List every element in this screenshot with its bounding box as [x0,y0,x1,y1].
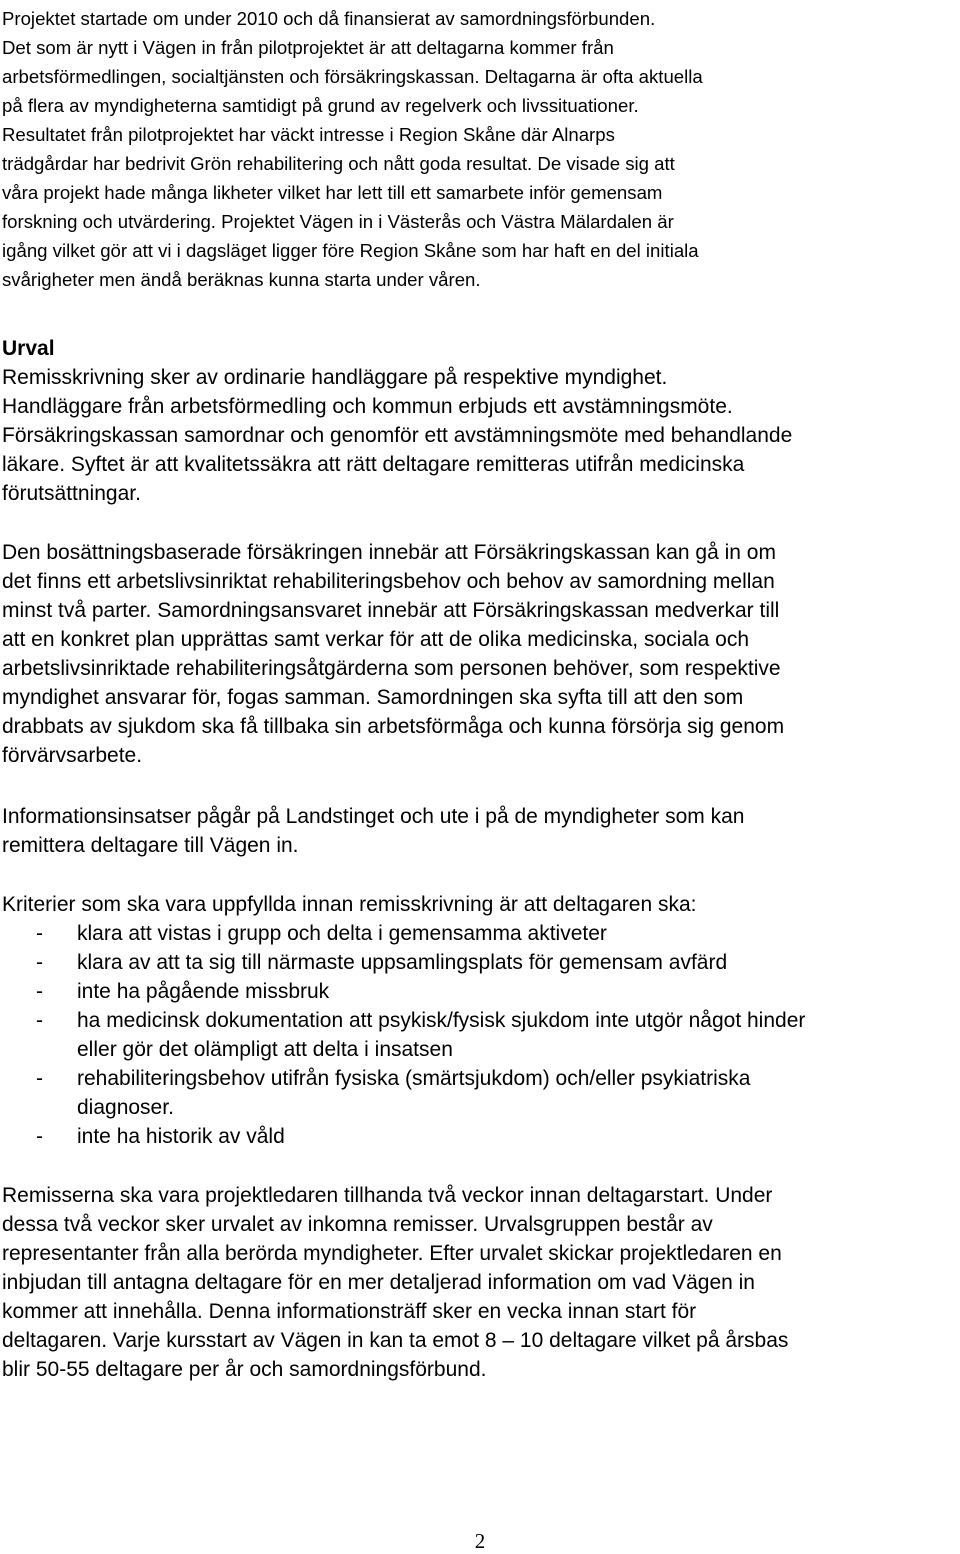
criteria-intro [2,890,958,919]
text-line: trädgårdar har bedrivit Grön rehabilitering och nått goda resultat. De visade sig att [2,153,675,174]
text-line: Remisserna ska vara projektledaren tillhanda två veckor innan deltagarstart. Under [2,1184,773,1207]
text-line: våra projekt hade många likheter vilket har lett till ett samarbete inför gemensam [2,182,663,203]
text-line: igång vilket gör att vi i dagsläget ligger före Region Skåne som har haft en del initiala [2,240,699,261]
criteria-list [2,919,958,1151]
text-line: Kriterier som ska vara uppfyllda innan remisskrivning är att deltagaren ska: [2,893,697,916]
dash-marker: - [36,1125,43,1148]
list-item-text: eller gör det olämpligt att delta i insatsen [77,1038,453,1061]
list-item-text: inte ha pågående missbruk [77,980,330,1003]
dash-marker: - [36,1009,43,1032]
text-line: Handläggare från arbetsförmedling och kommun erbjuds ett avstämningsmöte. [2,395,733,418]
list-item [2,919,958,948]
text-line: svårigheter men ändå beräknas kunna starta under våren. [2,269,481,290]
list-item-text: klara av att ta sig till närmaste uppsamlingsplats för gemensam avfärd [77,951,728,974]
text-line: Resultatet från pilotprojektet har väckt intresse i Region Skåne där Alnarps [2,124,615,145]
text-line: myndighet ansvarar för, fogas samman. Samordningen ska syfta till att den som [2,686,744,709]
text-line: deltagaren. Varje kursstart av Vägen in kan ta emot 8 – 10 deltagare vilket på årsbas [2,1329,789,1352]
urval-section [2,334,958,508]
text-line: Remisskrivning sker av ordinarie handläggare på respektive myndighet. [2,366,668,389]
list-item [2,948,958,977]
text-line: förvärvsarbete. [2,744,143,767]
text-line: läkare. Syftet är att kvalitetssäkra att rätt deltagare remitteras utifrån medicinska [2,453,745,476]
list-item-text: inte ha historik av våld [77,1125,285,1148]
dash-marker: - [36,922,43,945]
text-line: Försäkringskassan samordnar och genomför ett avstämningsmöte med behandlande [2,424,793,447]
page-number: 2 [474,1529,486,1553]
list-item-text: klara att vistas i grupp och delta i gemensamma aktiveter [77,922,607,945]
text-line: Informationsinsatser pågår på Landstinget och ute i på de myndigheter som kan [2,805,745,828]
text-line: på flera av myndigheterna samtidigt på grund av regelverk och livssituationer. [2,95,639,116]
text-line: arbetsförmedlingen, socialtjänsten och försäkringskassan. Deltagarna är ofta aktuella [2,66,703,87]
text-line: arbetslivsinriktade rehabiliteringsåtgärderna som personen behöver, som respektive [2,657,781,680]
text-line: Den bosättningsbaserade försäkringen innebär att Försäkringskassan kan gå in om [2,541,776,564]
dash-marker: - [36,951,43,974]
text-line: det finns ett arbetslivsinriktat rehabiliteringsbehov och behov av samordning mellan [2,570,775,593]
dash-marker: - [36,980,43,1003]
list-item [2,977,958,1006]
information-paragraph [2,802,958,860]
text-line: att en konkret plan upprättas samt verkar för att de olika medicinska, sociala och [2,628,750,651]
text-line: Det som är nytt i Vägen in från pilotprojektet är att deltagarna kommer från [2,37,614,58]
section-heading: Urval [2,337,55,360]
text-line: remittera deltagare till Vägen in. [2,834,299,857]
list-item-text: diagnoser. [77,1096,174,1119]
text-line: förutsättningar. [2,482,141,505]
closing-paragraph [2,1181,958,1384]
dash-marker: - [36,1067,43,1090]
text-line: inbjudan till antagna deltagare för en mer detaljerad information om vad Vägen in [2,1271,755,1294]
list-item [2,1122,958,1151]
text-line: kommer att innehålla. Denna informationsträff sker en vecka innan start för [2,1300,697,1323]
text-line: blir 50-55 deltagare per år och samordningsförbund. [2,1358,487,1381]
list-item [2,1064,958,1122]
text-line: dessa två veckor sker urvalet av inkomna remisser. Urvalsgruppen består av [2,1213,713,1236]
text-line: Projektet startade om under 2010 och då finansierat av samordningsförbunden. [2,8,656,29]
intro-paragraph [2,4,954,294]
text-line: minst två parter. Samordningsansvaret innebär att Försäkringskassan medverkar till [2,599,780,622]
list-item-text: ha medicinsk dokumentation att psykisk/fysisk sjukdom inte utgör något hinder [77,1009,806,1032]
text-line: representanter från alla berörda myndigheter. Efter urvalet skickar projektledaren en [2,1242,782,1265]
text-line: drabbats av sjukdom ska få tillbaka sin arbetsförmåga och kunna försörja sig genom [2,715,785,738]
list-item [2,1006,958,1064]
list-item-text: rehabiliteringsbehov utifrån fysiska (smärtsjukdom) och/eller psykiatriska [77,1067,751,1090]
insurance-paragraph [2,538,958,770]
text-line: forskning och utvärdering. Projektet Vägen in i Västerås och Västra Mälardalen är [2,211,674,232]
